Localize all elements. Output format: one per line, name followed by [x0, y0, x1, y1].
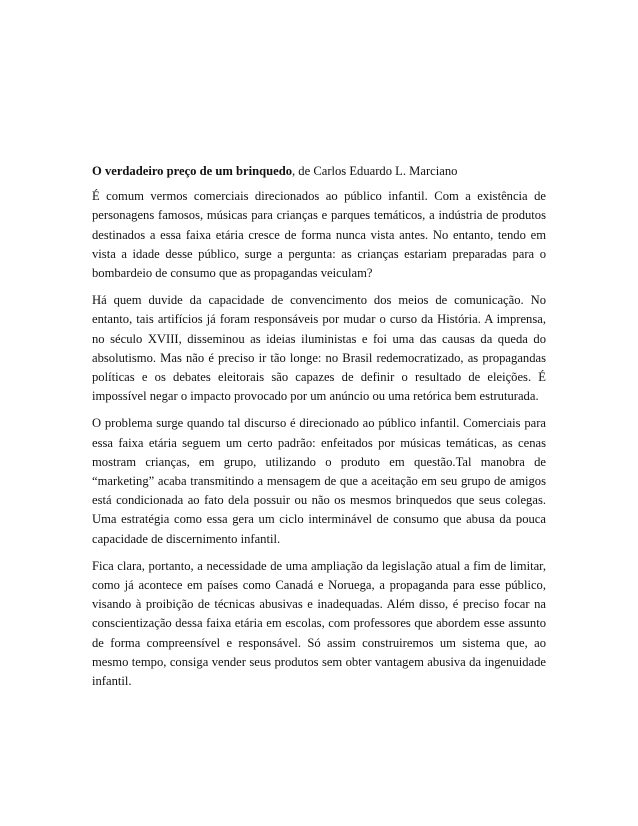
essay-heading [92, 162, 546, 181]
paragraph-3: O problema surge quando tal discurso é direcionado ao público infantil. Comerciais para essa faixa etária seguem um certo padrão: enfeitados por músicas temáticas, as cenas mostram crianças, em grupo, utilizando o produto em questão.Tal manobra de “marketing” acaba transmitindo a mensagem de que a aceitação em seu grupo de amigos está condicionada ao fato dela possuir ou não os mesmos brinquedos que seus colegas. Uma estratégia como essa gera um ciclo interminável de consumo que abusa da pouca capacidade de discernimento infantil. [92, 416, 546, 546]
paragraph-1: É comum vermos comerciais direcionados ao público infantil. Com a existência de personagens famosos, músicas para crianças e parques temáticos, a indústria de produtos destinados a essa faixa etária cresce de forma nunca vista antes. No entanto, tendo em vista a idade desse público, surge a pergunta: as crianças estariam preparadas para o bombardeio de consumo que as propagandas veiculam? [92, 189, 546, 281]
document-body [92, 162, 546, 699]
paragraph-4: Fica clara, portanto, a necessidade de uma ampliação da legislação atual a fim de limitar, como já acontece em países como Canadá e Noruega, a propaganda para esse público, visando à proibição de técnicas abusivas e inadequadas. Além disso, é preciso focar na conscientização dessa faixa etária em escolas, com professores que abordem esse assunto de forma compreensível e responsável. Só assim construiremos um sistema que, ao mesmo tempo, consiga vender seus produtos sem obter vantagem abusiva da ingenuidade infantil. [92, 558, 546, 689]
essay-byline: , de Carlos Eduardo L. Marciano [292, 164, 458, 178]
essay-title: O verdadeiro preço de um brinquedo [92, 164, 292, 178]
paragraph-2: Há quem duvide da capacidade de convencimento dos meios de comunicação. No entanto, tais artifícios já foram responsáveis por mudar o curso da História. A imprensa, no século XVIII, disseminou as ideias iluministas e foi uma das causas da queda do absolutismo. Mas não é preciso ir tão longe: no Brasil redemocratizado, as propagandas políticas e os debates eleitorais são capazes de definir o resultado de eleições. É impossível negar o impacto provocado por um anúncio ou uma retórica bem estruturada. [92, 293, 546, 404]
